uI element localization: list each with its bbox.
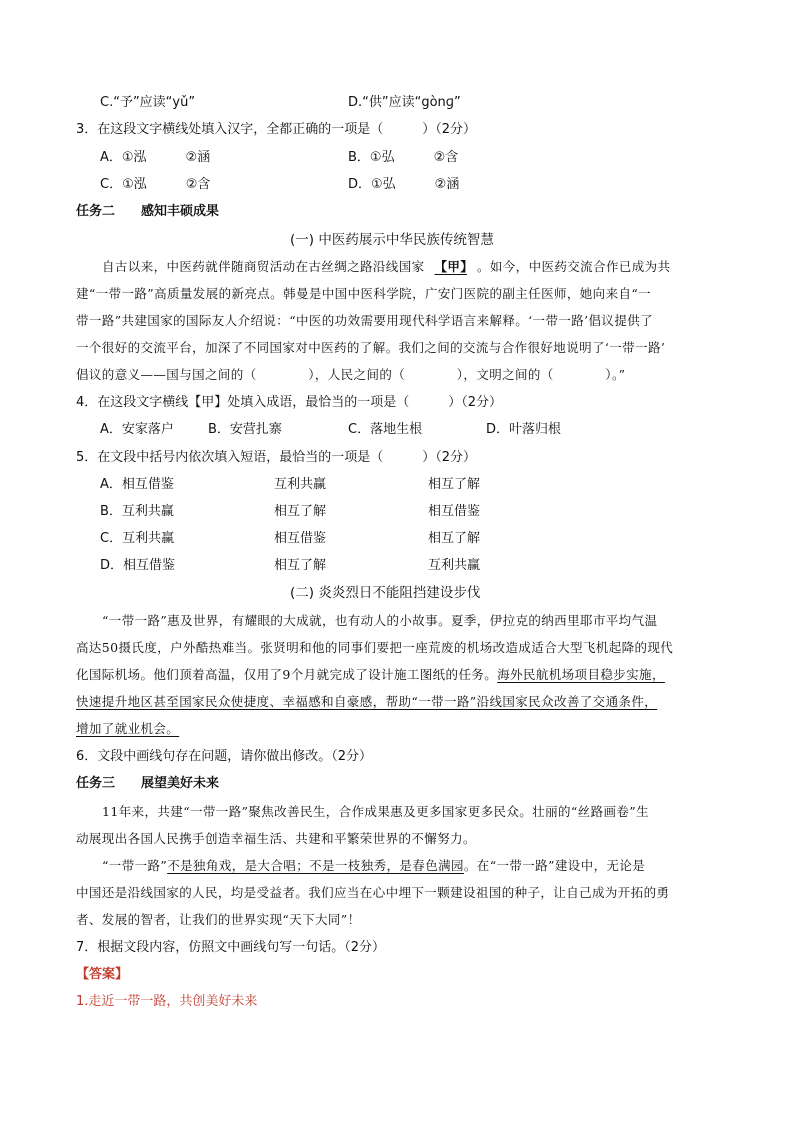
q7-stem: 7．根据文段内容，仿照文中画线句写一句话。（2分） (76, 940, 386, 955)
q3-option-d: D．①弘 ②涵 (348, 177, 460, 192)
section2-title: (二) 炎炎烈日不能阻挡建设步伐 (290, 585, 481, 601)
q5-row-b-col2: 相互了解 (274, 504, 327, 519)
section1-para-line3: 带一路”共建国家的国际友人介绍说：“中医的功效需要用现代科学语言来解释。‘一带一路’倡议提供了 (76, 313, 654, 328)
q5-row-d-col2: 相互了解 (274, 558, 327, 573)
task3-para2-line2: 中国还是沿线国家的人民，均是受益者。我们应当在心中埋下一颗建设祖国的种子，让自己成为开拓的勇 (76, 885, 670, 900)
q5-row-c-col1: C．互利共赢 (100, 531, 175, 546)
task3-para2-line1-tail: 。在“一带一路”建设中，无论是 (463, 858, 646, 873)
section1-para-line1-tail: 。如今，中医药交流合作已成为共 (476, 259, 671, 274)
task3-para1-line1: 11年来，共建“一带一路”聚焦改善民生，合作成果惠及更多国家更多民众。壮丽的“丝路画卷”生 (102, 804, 649, 819)
q4-stem: 4．在这段文字横线【甲】处填入成语，最恰当的一项是（ ）（2分） (76, 395, 503, 410)
section1-para-line1 (102, 258, 670, 276)
task3-para2-line3: 者、发展的智者，让我们的世界实现“天下大同”！ (76, 912, 361, 927)
section1-para-line4: 一个很好的交流平台，加深了不同国家对中医药的了解。我们之间的交流与合作很好地说明了‘一带一路’ (76, 340, 666, 355)
task3-heading: 任务三 展望美好未来 (76, 776, 220, 791)
model-sentence: 不是独角戏，是大合唱；不是一枝独秀，是春色满园 (167, 858, 464, 873)
section1-para-line5: 倡议的意义——国与国之间的（ ），人民之间的（ ），文明之间的（ ）。” (76, 367, 626, 382)
q5-row-a-col1: A．相互借鉴 (100, 477, 174, 492)
section1-para-line1-text: 自古以来，中医药就伴随商贸活动在古丝绸之路沿线国家 (102, 259, 425, 274)
q3-option-c: C．①泓 ②含 (100, 177, 211, 192)
q5-row-d-col1: D．相互借鉴 (100, 558, 176, 573)
answer-item-1: 1.走近一带一路，共创美好未来 (76, 994, 258, 1009)
q6-stem: 6．文段中画线句存在问题，请你做出修改。（2分） (76, 749, 373, 764)
q2-option-c: C.“予”应读“yǔ” (100, 95, 196, 110)
section1-title: (一) 中医药展示中华民族传统智慧 (290, 232, 494, 248)
q5-row-a-col3: 相互了解 (428, 477, 481, 492)
section2-para-line3 (76, 666, 665, 684)
underlined-sentence-end: 增加了就业机会。 (76, 721, 180, 736)
section2-para-line2: 高达50摄氏度，户外酷热难当。张贤明和他的同事们要把一座荒废的机场改造成适合大型飞机起降的现代 (76, 640, 674, 655)
q5-row-d-col3: 互利共赢 (428, 558, 481, 573)
q5-stem: 5．在文段中括号内依次填入短语，最恰当的一项是（ ）（2分） (76, 450, 477, 465)
task2-heading: 任务二 感知丰硕成果 (76, 204, 220, 219)
q4-option-d: D．叶落归根 (486, 422, 562, 437)
section2-para-line3-text: 化国际机场。他们顶着高温，仅用了9个月就完成了设计施工图纸的任务。 (76, 667, 498, 682)
q3-option-a: A．①泓 ②涵 (100, 150, 211, 165)
q4-option-c: C．落地生根 (348, 422, 423, 437)
underlined-sentence-middle: 快速提升地区甚至国家民众使捷度、幸福感和自豪感，帮助“一带一路”沿线国家民众改善了交通条件， (76, 694, 658, 709)
answer-label: 【答案】 (76, 967, 129, 982)
q4-option-b: B．安营扎寨 (208, 422, 282, 437)
task3-para2-line1 (102, 857, 645, 875)
q2-option-d: D.“供”应读“gònɡ” (348, 95, 461, 110)
q5-row-a-col2: 互利共赢 (274, 477, 327, 492)
q3-stem: 3．在这段文字横线处填入汉字，全都正确的一项是（ ）（2分） (76, 122, 477, 137)
task3-para2-line1-lead: “一带一路” (102, 858, 168, 873)
q3-option-b: B．①弘 ②含 (348, 150, 459, 165)
task3-para1-line2: 动展现出各国人民携手创造幸福生活、共建和平繁荣世界的不懈努力。 (76, 831, 476, 846)
q5-row-b-col3: 相互借鉴 (428, 504, 481, 519)
section2-para-line1: “一带一路”惠及世界，有耀眼的大成就，也有动人的小故事。夏季，伊拉克的纳西里耶市平均气温 (102, 613, 658, 628)
underlined-sentence-start: 海外民航机场项目稳步实施， (497, 667, 665, 682)
section1-para-line2: 建“一带一路”高质量发展的新亮点。韩曼是中国中医科学院，广安门医院的副主任医师，她向来自“一 (76, 286, 652, 301)
q4-option-a: A．安家落户 (100, 422, 174, 437)
q5-row-c-col2: 相互借鉴 (274, 531, 327, 546)
blank-jia: 【甲】 (434, 259, 467, 274)
q5-row-c-col3: 相互了解 (428, 531, 481, 546)
q5-row-b-col1: B．互利共赢 (100, 504, 174, 519)
